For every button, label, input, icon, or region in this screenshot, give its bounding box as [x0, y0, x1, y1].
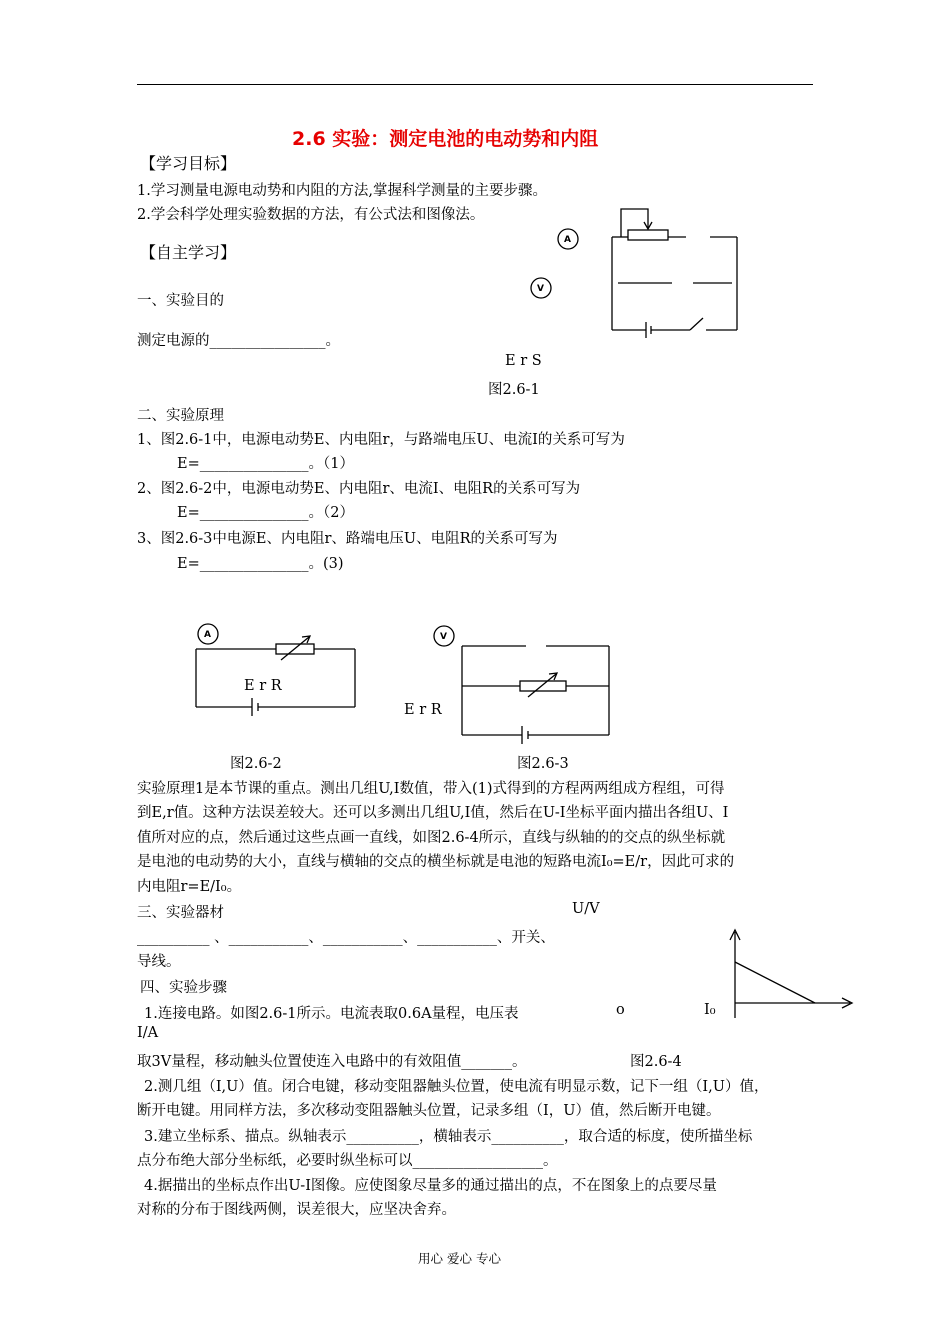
page-title: 2.6 实验：测定电池的电动势和内阻 — [292, 128, 599, 150]
principle-blank: E=_______________。（1） — [177, 456, 354, 472]
paragraph-line: 内电阻r=E/I₀。 — [137, 879, 242, 895]
section2-heading: 二、实验原理 — [137, 408, 224, 424]
paragraph-line: 到E,r值。这种方法误差较大。还可以多测出几组U,I值，然后在U-I坐标平面内描出各组U、I — [137, 805, 729, 821]
paragraph-line: 是电池的电动势的大小，直线与横轴的交点的横坐标就是电池的短路电流I₀=E/r，因此可求的 — [137, 854, 735, 870]
fig4-i0-label: I₀ — [704, 1002, 716, 1018]
fig4-origin: o — [616, 1002, 625, 1018]
principle-item: 1、图2.6-1中，电源电动势E、内电阻r，与路端电压U、电流I的关系可写为 — [137, 432, 625, 448]
step-line: 4.据描出的坐标点作出U-I图像。应使图象尽量多的通过描出的点，不在图象上的点要尽量 — [144, 1178, 717, 1194]
fig1-caption: 图2.6-1 — [488, 382, 540, 398]
self-study-heading: 【自主学习】 — [140, 243, 237, 262]
equipment-end: 导线。 — [137, 954, 181, 970]
fig1-labels: E r S — [505, 353, 542, 369]
step-line: 2.测几组（I,U）值。闭合电键，移动变阻器触头位置，使电流有明显示数，记下一组（I,U）值， — [144, 1079, 769, 1095]
section1-text: 测定电源的________________。 — [137, 333, 340, 349]
step-line: 对称的分布于图线两侧，误差很大，应坚决舍弃。 — [137, 1202, 456, 1218]
voltmeter-letter: V — [440, 632, 447, 642]
section3-heading: 三、实验器材 — [137, 905, 224, 921]
section4-heading: 四、实验步骤 — [140, 980, 227, 996]
fig2-labels: E r R — [244, 678, 282, 694]
ammeter-letter: A — [204, 630, 211, 640]
step-line: 取3V量程，移动触头位置使连入电路中的有效阻值_______。 — [137, 1054, 527, 1070]
fig4-y-label: U/V — [572, 901, 600, 917]
fig3-labels: E r R — [404, 702, 442, 718]
section1-heading: 一、实验目的 — [137, 293, 224, 309]
fig4-x-label: I/A — [137, 1025, 159, 1041]
principle-item: 2、图2.6-2中，电源电动势E、内电阻r、电流I、电阻R的关系可写为 — [137, 481, 581, 497]
principle-blank: E=_______________。（2） — [177, 505, 354, 521]
ammeter-letter: A — [564, 235, 571, 245]
goals-heading: 【学习目标】 — [140, 154, 237, 173]
fig4-caption: 图2.6-4 — [630, 1054, 682, 1070]
goal-item: 2.学会科学处理实验数据的方法，有公式法和图像法。 — [137, 207, 485, 223]
step-line: 1.连接电路。如图2.6-1所示。电流表取0.6A量程，电压表 — [144, 1006, 519, 1022]
fig3-caption: 图2.6-3 — [517, 756, 569, 772]
paragraph-line: 实验原理1是本节课的重点。测出几组U,I数值，带入(1)式得到的方程两两组成方程组，可得 — [137, 781, 725, 797]
step-line: 断开电键。用同样方法，多次移动变阻器触头位置，记录多组（I，U）值，然后断开电键。 — [137, 1103, 721, 1119]
step-line: 3.建立坐标系、描点。纵轴表示__________，横轴表示__________，取合适的标度，使所描坐标 — [144, 1129, 753, 1145]
voltmeter-letter: V — [537, 284, 544, 294]
page-footer: 用心 爱心 专心 — [418, 1251, 501, 1266]
principle-item: 3、图2.6-3中电源E、内电阻r、路端电压U、电阻R的关系可写为 — [137, 531, 558, 547]
step-line: 点分布绝大部分坐标纸，必要时纵坐标可以__________________。 — [137, 1153, 558, 1169]
paragraph-line: 值所对应的点，然后通过这些点画一直线，如图2.6-4所示，直线与纵轴的的交点的纵坐标就 — [137, 830, 726, 846]
principle-blank: E=_______________。(3) — [177, 556, 344, 572]
u-i-line — [735, 962, 815, 1003]
fig2-caption: 图2.6-2 — [230, 756, 282, 772]
goal-item: 1.学习测量电源电动势和内阻的方法,掌握科学测量的主要步骤。 — [137, 183, 547, 199]
equipment-blanks: __________ 、___________、___________、___________、开关、 — [137, 930, 555, 946]
